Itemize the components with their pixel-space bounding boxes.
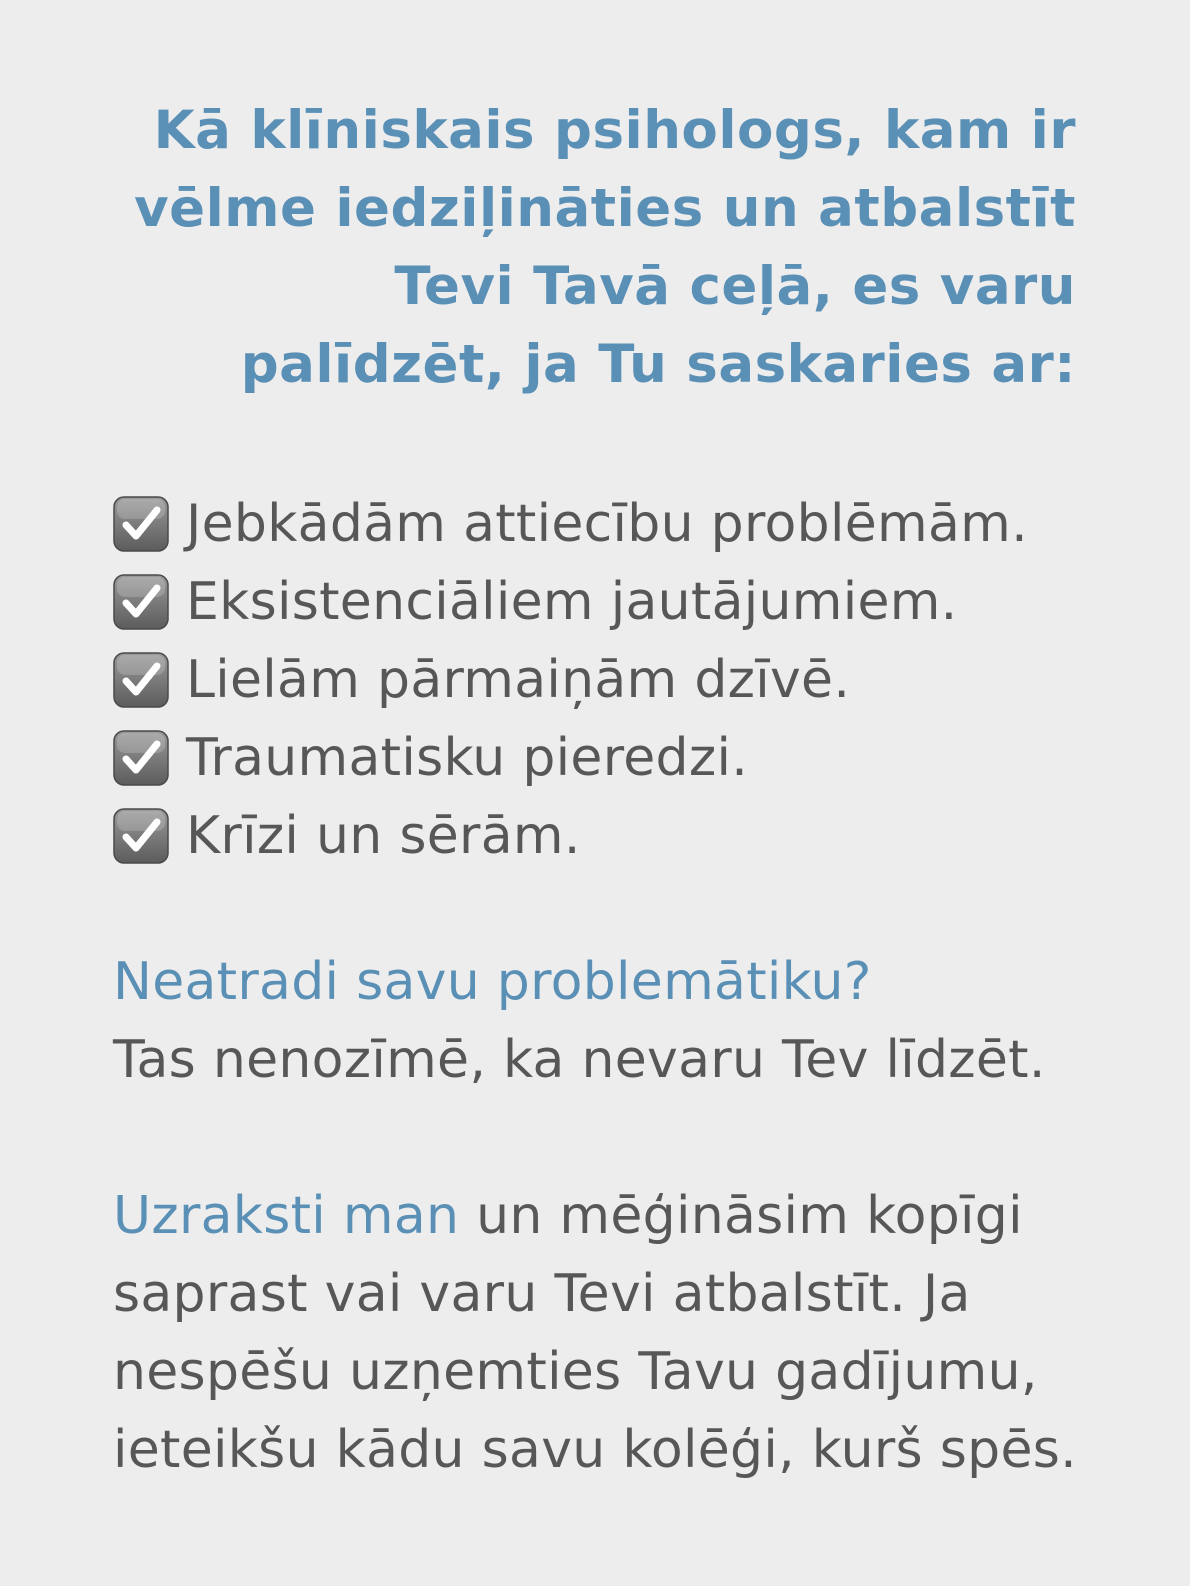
contact-line: saprast vai varu Tevi atbalstīt. Ja [113,1264,971,1324]
intro-heading-line: Tevi Tavā ceļā, es varu [394,256,1076,317]
intro-heading-line: vēlme iedziļināties un atbalstīt [134,178,1076,239]
question-text: Tas nenozīmē, ka nevaru Tev līdzēt. [113,1030,1046,1090]
check-box-icon [112,495,170,553]
write-to-me-link[interactable]: Uzraksti man [113,1186,460,1246]
check-box-icon [112,807,170,865]
check-box-icon [112,573,170,631]
question-title: Neatradi savu problemātiku? [113,952,872,1012]
contact-line-rest: un mēģināsim kopīgi [459,1186,1023,1246]
check-box-icon [112,729,170,787]
checklist-item [112,797,1028,875]
checklist-item-text: Traumatisku pieredzi. [186,728,749,788]
check-box-icon [112,651,170,709]
checklist-item-text: Krīzi un sērām. [186,806,581,866]
checklist-item-text: Lielām pārmaiņām dzīvē. [186,650,851,710]
checklist-item [112,485,1028,563]
intro-heading [110,92,1076,404]
contact-line: nespēšu uzņemties Tavu gadījumu, [113,1342,1038,1402]
intro-heading-line: palīdzēt, ja Tu saskaries ar: [240,334,1076,395]
contact-line: ieteikšu kādu savu kolēģi, kurš spēs. [113,1420,1077,1480]
problem-checklist [112,485,1028,875]
checklist-item-text: Jebkādām attiecību problēmām. [186,494,1028,554]
checklist-item [112,719,1028,797]
checklist-item [112,563,1028,641]
checklist-item-text: Eksistenciāliem jautājumiem. [186,572,958,632]
intro-heading-line: Kā klīniskais psihologs, kam ir [153,100,1076,161]
contact-block [113,1177,1077,1489]
checklist-item [112,641,1028,719]
contact-line [113,1177,1077,1255]
question-block [113,943,1046,1099]
